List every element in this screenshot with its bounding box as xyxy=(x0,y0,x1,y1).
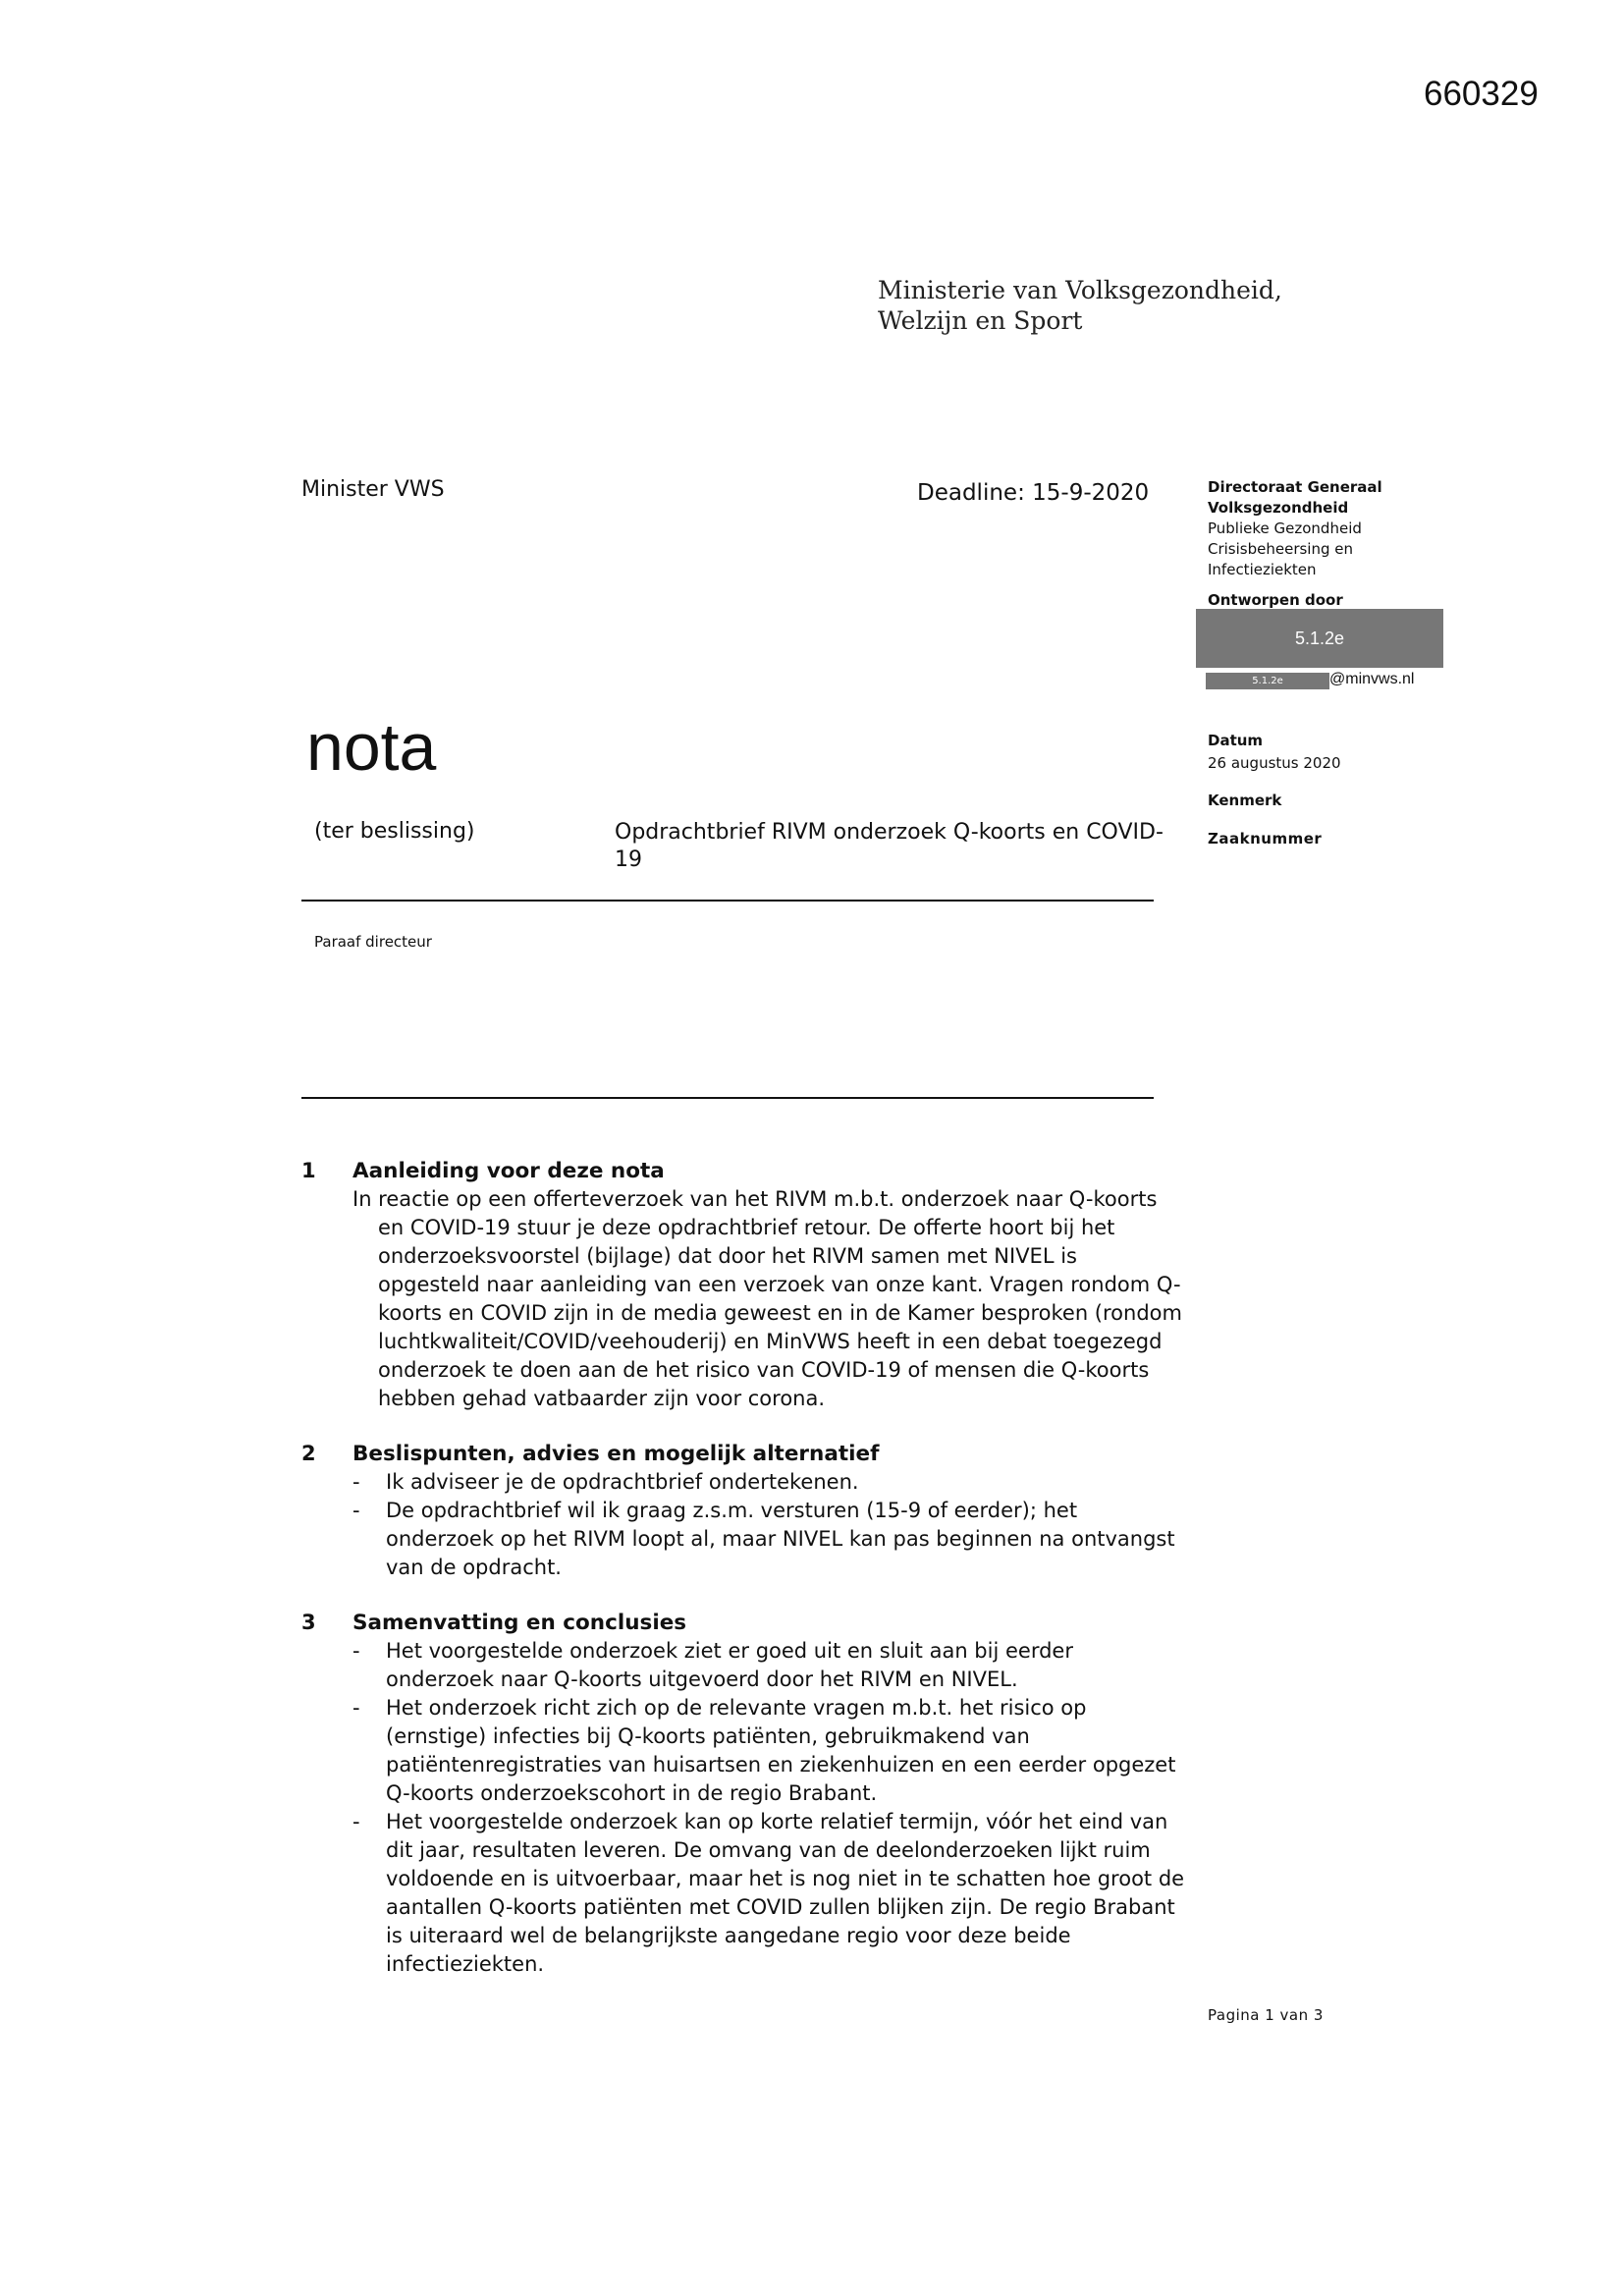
date-value: 26 augustus 2020 xyxy=(1208,754,1341,772)
dept-line-2: Volksgezondheid xyxy=(1208,499,1349,517)
sidebar-department xyxy=(1208,477,1463,611)
sub-line-3: Infectieziekten xyxy=(1208,561,1317,578)
section-3 xyxy=(301,1609,1185,1979)
document-subject: Opdrachtbrief RIVM onderzoek Q-koorts en COVID-19 xyxy=(615,820,1164,872)
designed-by-label: Ontworpen door xyxy=(1208,591,1343,609)
section-number: 2 xyxy=(301,1442,316,1465)
bullet-dash: - xyxy=(352,1696,360,1720)
section-heading: Aanleiding voor deze nota xyxy=(352,1159,665,1183)
paraaf-label: Paraaf directeur xyxy=(314,933,432,951)
dept-line-1: Directoraat Generaal xyxy=(1208,478,1382,496)
list-item xyxy=(352,1468,1185,1497)
section-paragraph-text: In reactie op een offerteverzoek van het RIVM m.b.t. onderzoek naar Q-koorts en COVID-19 stuur je deze opdrachtbrief retour. De offerte hoort bij het onderzoeksvoorstel (bijlage) dat door het RIVM samen met NIVEL is opgesteld naar aanleiding van een verzoek van onze kant. Vragen rondom Q-koorts en COVID zijn in de media geweest en in de Kamer besproken (rondom luchtkwaliteit/COVID/veehouderij) en MinVWS heeft in een debat toegezegd onderzoek te doen aan de het risico van COVID-19 of mensen die Q-koorts hebben gehad vatbaarder zijn voor corona. xyxy=(352,1187,1182,1410)
email-suffix: @minvws.nl xyxy=(1329,671,1415,687)
reference-label: Kenmerk xyxy=(1208,792,1282,809)
list-item-text: De opdrachtbrief wil ik graag z.s.m. versturen (15-9 of eerder); het onderzoek op het RIVM loopt al, maar NIVEL kan pas beginnen na ontvangst van de opdracht. xyxy=(386,1499,1175,1579)
section-heading: Beslispunten, advies en mogelijk alternatief xyxy=(352,1442,880,1466)
list-item xyxy=(352,1637,1185,1694)
redaction-box-small: 5.1.2e xyxy=(1206,673,1329,689)
list-item xyxy=(352,1808,1185,1979)
page-number: Pagina 1 van 3 xyxy=(1208,2006,1324,2024)
divider-bottom xyxy=(301,1097,1154,1099)
document-purpose: (ter beslissing) xyxy=(314,819,475,844)
bullet-dash: - xyxy=(352,1499,360,1522)
ministry-line-1: Ministerie van Volksgezondheid, xyxy=(878,276,1282,304)
section-bullets xyxy=(352,1468,1185,1582)
list-item xyxy=(352,1497,1185,1582)
addressee: Minister VWS xyxy=(301,477,445,502)
ministry-name xyxy=(878,275,1282,336)
deadline: Deadline: 15-9-2020 xyxy=(917,480,1150,506)
ministry-line-2: Welzijn en Sport xyxy=(878,306,1083,335)
redaction-box: 5.1.2e xyxy=(1196,609,1443,668)
bullet-dash: - xyxy=(352,1470,360,1494)
date-label: Datum xyxy=(1208,732,1264,749)
section-number: 3 xyxy=(301,1611,316,1634)
list-item xyxy=(352,1694,1185,1808)
section-bullets xyxy=(352,1637,1185,1979)
list-item-text: Het onderzoek richt zich op de relevante vragen m.b.t. het risico op (ernstige) infecties bij Q-koorts patiënten, gebruikmakend van patiëntenregistraties van huisartsen en ziekenhuizen en een eerder opgezet Q-koorts onderzoekscohort in de regio Brabant. xyxy=(386,1696,1176,1805)
section-1 xyxy=(301,1157,1185,1413)
section-2 xyxy=(301,1440,1185,1582)
list-item-text: Ik adviseer je de opdrachtbrief ondertekenen. xyxy=(386,1470,859,1494)
divider-top xyxy=(301,900,1154,902)
list-item-text: Het voorgestelde onderzoek kan op korte relatief termijn, vóór het eind van dit jaar, resultaten leveren. De omvang van de deelonderzoeken lijkt ruim voldoende en is uitvoerbaar, maar het is nog niet in te schatten hoe groot de aantallen Q-koorts patiënten met COVID zullen blijken zijn. De regio Brabant is uiteraard wel de belangrijkste aangedane regio voor deze beide infectieziekten. xyxy=(386,1810,1185,1976)
section-heading: Samenvatting en conclusies xyxy=(352,1611,687,1635)
case-number-label: Zaaknummer xyxy=(1208,830,1323,847)
section-paragraph xyxy=(352,1185,1185,1413)
bullet-dash: - xyxy=(352,1639,360,1663)
section-number: 1 xyxy=(301,1159,316,1182)
document-number: 660329 xyxy=(1424,75,1539,113)
sub-line-2: Crisisbeheersing en xyxy=(1208,540,1354,558)
list-item-text: Het voorgestelde onderzoek ziet er goed uit en sluit aan bij eerder onderzoek naar Q-koorts uitgevoerd door het RIVM en NIVEL. xyxy=(386,1639,1073,1691)
bullet-dash: - xyxy=(352,1810,360,1833)
document-type-title: nota xyxy=(306,710,437,785)
sub-line-1: Publieke Gezondheid xyxy=(1208,519,1362,537)
